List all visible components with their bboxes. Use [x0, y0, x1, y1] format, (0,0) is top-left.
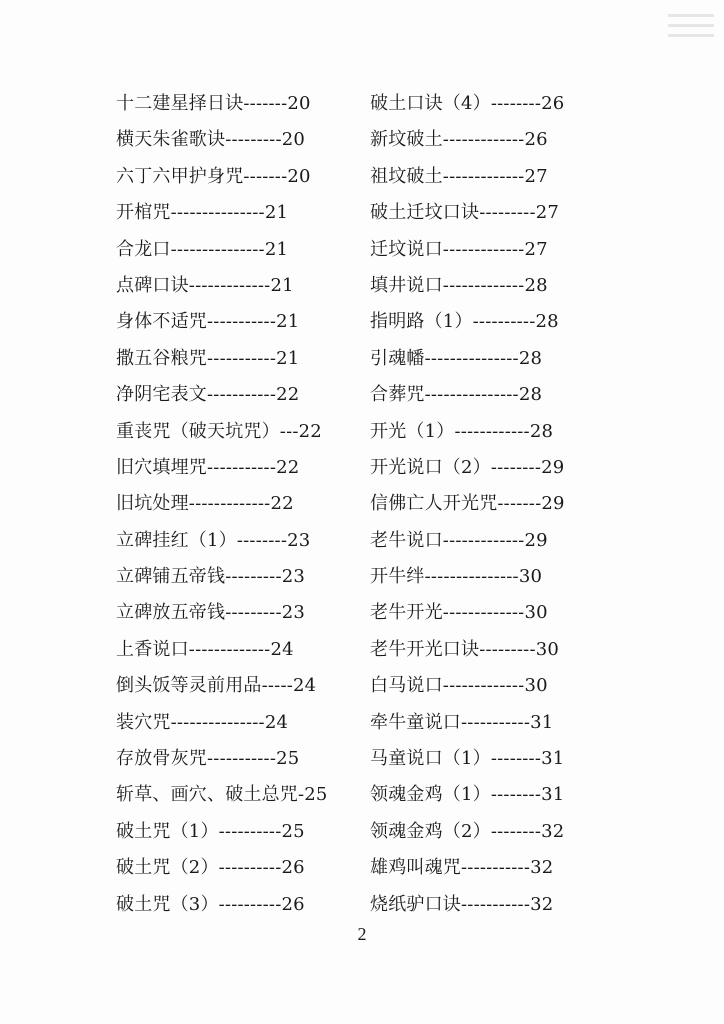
- toc-entry: 破土迁坟口诀---------27: [370, 202, 560, 224]
- toc-right-column: [370, 86, 596, 923]
- toc-entry: 指明路（1）----------28: [370, 311, 559, 333]
- toc-entry: 开光（1）------------28: [370, 420, 554, 442]
- toc-entry: 旧坑处理-------------22: [116, 493, 294, 515]
- toc-entry: 白马说口-------------30: [370, 675, 548, 697]
- toc-entry: 装穴咒---------------24: [116, 711, 289, 733]
- toc-entry: 立碑铺五帝钱---------23: [116, 566, 306, 588]
- toc-entry: 立碑挂红（1）--------23: [116, 529, 311, 551]
- toc-entry: 旧穴填埋咒-----------22: [116, 456, 300, 478]
- toc-entry: 存放骨灰咒-----------25: [116, 748, 300, 770]
- toc-entry: 领魂金鸡（2）--------32: [370, 820, 565, 842]
- toc-entry: 立碑放五帝钱---------23: [116, 602, 306, 624]
- toc-entry: 重丧咒（破天坑咒）---22: [116, 420, 322, 442]
- toc-entry: 老牛说口-------------29: [370, 529, 548, 551]
- page-number: 2: [357, 924, 367, 944]
- toc-entry: 开光说口（2）--------29: [370, 456, 565, 478]
- toc-entry: 领魂金鸡（1）--------31: [370, 784, 565, 806]
- toc-entry: 填井说口-------------28: [370, 274, 548, 296]
- toc-entry: 烧纸驴口诀-----------32: [370, 893, 554, 915]
- toc-entry: 雄鸡叫魂咒-----------32: [370, 857, 554, 879]
- toc-entry: 老牛开光口诀---------30: [370, 638, 560, 660]
- toc-entry: 新坟破土-------------26: [370, 129, 548, 151]
- toc-entry: 斩草、画穴、破土总咒-25: [116, 784, 328, 806]
- toc-entry: 信佛亡人开光咒-------29: [370, 493, 565, 515]
- toc-entry: 开棺咒---------------21: [116, 202, 289, 224]
- toc-entry: 撒五谷粮咒-----------21: [116, 347, 300, 369]
- toc-entry: 横天朱雀歌诀---------20: [116, 129, 306, 151]
- toc-entry: 马童说口（1）--------31: [370, 748, 565, 770]
- toc-entry: 破土咒（1）----------25: [116, 820, 305, 842]
- toc-entry: 牵牛童说口-----------31: [370, 711, 554, 733]
- toc-entry: 六丁六甲护身咒-------20: [116, 165, 311, 187]
- toc-entry: 倒头饭等灵前用品-----24: [116, 675, 317, 697]
- toc-entry: 合葬咒---------------28: [370, 384, 543, 406]
- toc-entry: 破土咒（3）----------26: [116, 893, 305, 915]
- toc-left-column: [116, 86, 340, 923]
- toc-entry: 开牛绊---------------30: [370, 566, 543, 588]
- toc-entry: 破土咒（2）----------26: [116, 857, 305, 879]
- toc-entry: 十二建星择日诀-------20: [116, 93, 311, 114]
- toc-entry: 上香说口-------------24: [116, 638, 294, 660]
- toc-entry: 祖坟破土-------------27: [370, 165, 548, 187]
- toc-entry: 引魂幡---------------28: [370, 347, 543, 369]
- toc-entry: 净阴宅表文-----------22: [116, 384, 300, 406]
- toc-entry: 身体不适咒-----------21: [116, 311, 300, 333]
- scan-edge-marks: [668, 14, 714, 54]
- toc-entry: 迁坟说口-------------27: [370, 238, 548, 260]
- toc-entry: 破土口诀（4）--------26: [370, 93, 565, 114]
- toc-entry: 老牛开光-------------30: [370, 602, 548, 624]
- toc-entry: 点碑口诀-------------21: [116, 274, 294, 296]
- toc-entry: 合龙口---------------21: [116, 238, 289, 260]
